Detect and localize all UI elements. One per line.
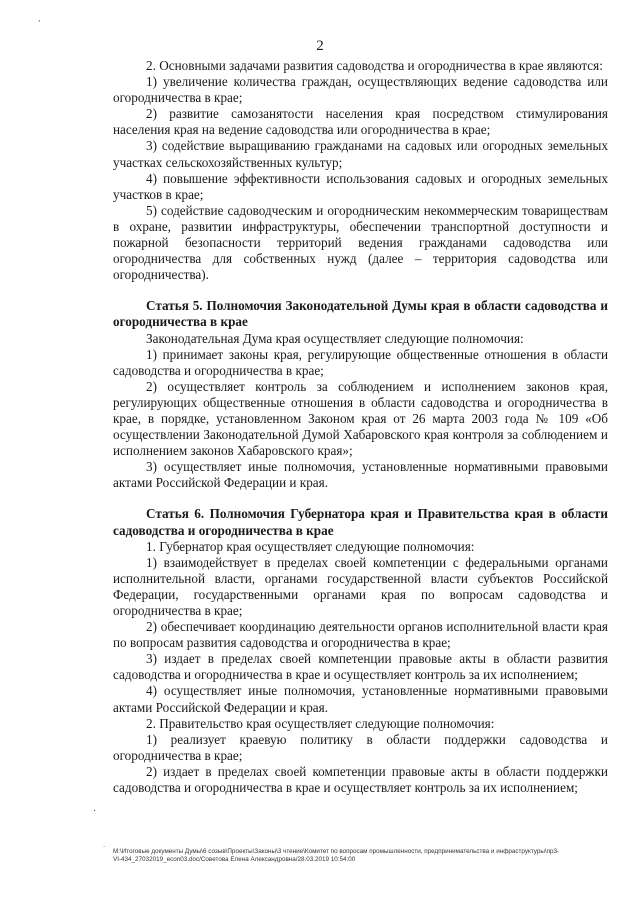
document-body: [113, 58, 608, 796]
scan-speck: ,: [38, 14, 41, 23]
paragraph: 3) содействие выращиванию гражданами на садовых или огородных земельных участках сельскохозяйственных культур;: [113, 138, 608, 170]
paragraph: 1) взаимодействует в пределах своей компетенции с федеральными органами исполнительной власти, органами государственной власти субъектов Российской Федерации, государственными органами края по вопросам садоводства и огородничества в крае;: [113, 554, 608, 618]
paragraph: 2) развитие самозанятости населения края посредством стимулирования населения края на ведение садоводства или огородничества в крае;: [113, 106, 608, 138]
paragraph: 2) обеспечивает координацию деятельности органов исполнительной власти края по вопросам развития садоводства и огородничества в крае;: [113, 619, 608, 651]
paragraph: 5) содействие садоводческим и огородническим некоммерческим товариществам в охране, развитии инфраструктуры, обеспечении транспортной доступности и пожарной безопасности территорий ведения гражданами садоводства или огородничества для собственных нужд (далее – территория садоводства или огородничества).: [113, 202, 608, 283]
paragraph: 2) издает в пределах своей компетенции правовые акты в области поддержки садоводства и огородничества в крае и осуществляет контроль за их исполнением;: [113, 763, 608, 796]
page-number: 2: [316, 38, 324, 54]
scan-speck: ·: [103, 843, 106, 851]
paragraph: 2. Основными задачами развития садоводства и огородничества в крае являются:: [146, 58, 603, 73]
paragraph: 4) осуществляет иные полномочия, установленные нормативными правовыми актами Российской Федерации и края.: [113, 683, 608, 715]
article-heading: Статья 5. Полномочия Законодательной Думы края в области садоводства и огородничества в крае: [113, 298, 608, 330]
article-heading: Статья 6. Полномочия Губернатора края и Правительства края в области садоводства и огородничества в крае: [113, 506, 608, 538]
paragraph: 1) принимает законы края, регулирующие общественные отношения в области садоводства и огородничества в крае;: [113, 346, 608, 378]
footer-path-line-1: M:\Итоговые документы Думы\6 созыв\Проекты\Законы\3 чтение\Комитет по вопросам промышленности, предпринимательства и инфраструктуры\пр3-: [113, 848, 560, 855]
paragraph: 1) реализует краевую политику в области поддержки садоводства и огородничества в крае;: [113, 731, 608, 763]
paragraph: 3) осуществляет иные полномочия, установленные нормативными правовыми актами Российской Федерации и края.: [113, 459, 608, 491]
paragraph: 1. Губернатор края осуществляет следующие полномочия:: [146, 538, 475, 554]
paragraph: 2. Правительство края осуществляет следующие полномочия:: [146, 715, 495, 731]
paragraph: 1) увеличение количества граждан, осуществляющих ведение садоводства или огородничества в крае;: [113, 74, 608, 106]
paragraph: Законодательная Дума края осуществляет следующие полномочия:: [146, 330, 524, 346]
file-path-footer: [113, 848, 608, 864]
footer-path-line-2: VI-434_27032019_econ03.doc/Советова Елена Александровна/28.03.2019 10:54:00: [113, 856, 356, 863]
scan-speck: ·: [93, 806, 97, 817]
paragraph: 4) повышение эффективности использования садовых и огородных земельных участков в крае;: [113, 170, 608, 202]
paragraph: 2) осуществляет контроль за соблюдением и исполнением законов края, регулирующих общественные отношения в области садоводства и огородничества в крае, в порядке, установленном Законом края от 26 марта 2003 года № 109 «Об осуществлении Законодательной Думой Хабаровского края контроля за соблюдением и исполнением законов Хабаровского края»;: [113, 378, 608, 459]
paragraph: 3) издает в пределах своей компетенции правовые акты в области развития садоводства и огородничества в крае и осуществляет контроль за их исполнением;: [113, 651, 608, 683]
